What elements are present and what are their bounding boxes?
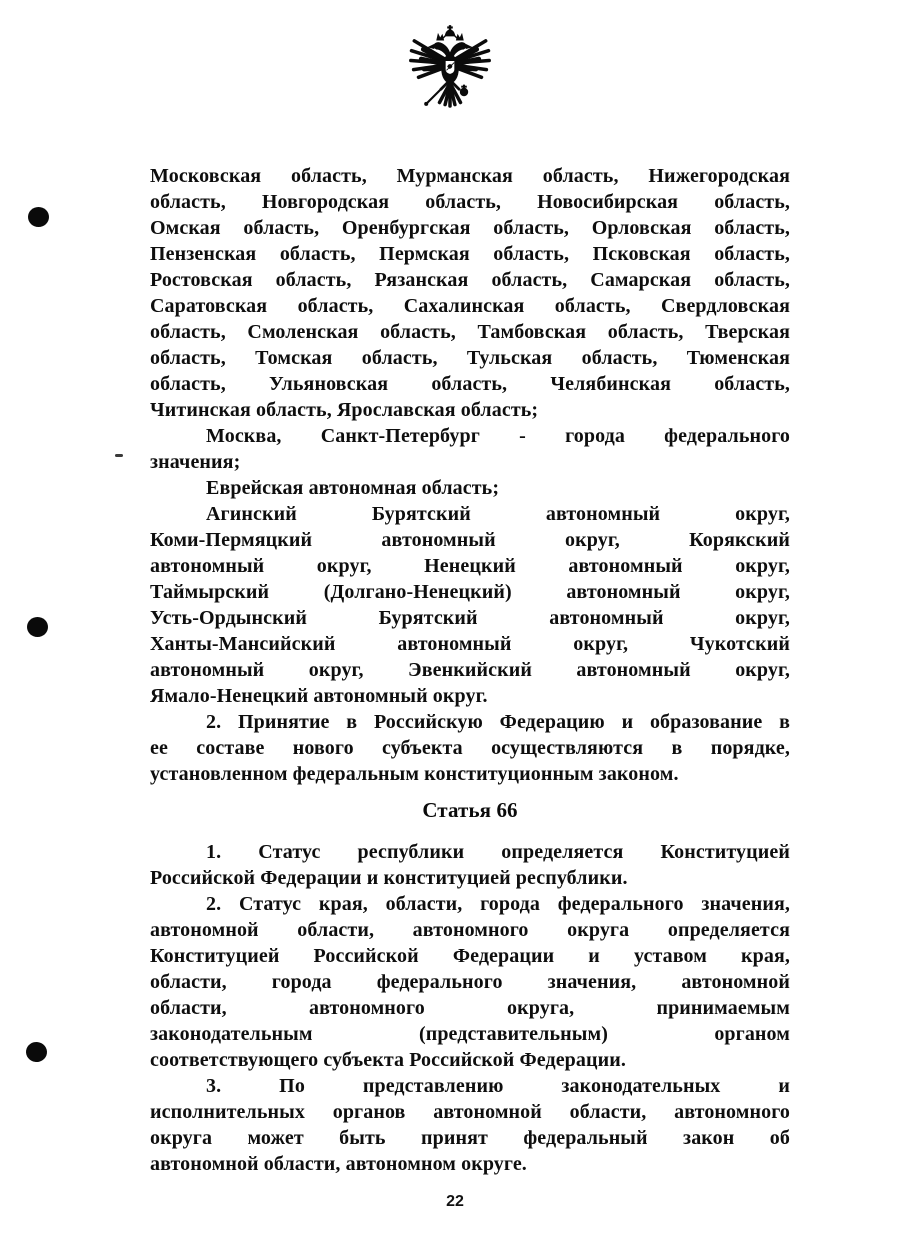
paragraph: [150, 501, 790, 709]
text-line: соответствующего субъекта Российской Федерации.: [150, 1049, 626, 1071]
text-line: автономной области, автономном округе.: [150, 1153, 527, 1175]
text-line: Российской Федерации и конституцией республики.: [150, 867, 628, 889]
paragraph: [150, 839, 790, 891]
text-line: установленном федеральным конституционным законом.: [150, 763, 679, 785]
text-line: области, города федерального значения, автономной: [150, 971, 790, 993]
text-line: Коми-Пермяцкий автономный округ, Корякский: [150, 529, 790, 551]
paragraph: [150, 709, 790, 787]
text-line: Агинский Бурятский автономный округ,: [206, 503, 790, 525]
text-line: область, Новгородская область, Новосибирская область,: [150, 191, 790, 213]
text-line: Омская область, Оренбургская область, Орловская область,: [150, 217, 790, 239]
text-line: область, Томская область, Тульская область, Тюменская: [150, 347, 790, 369]
text-line: Усть-Ордынский Бурятский автономный округ,: [150, 607, 790, 629]
text-line: Читинская область, Ярославская область;: [150, 399, 539, 421]
text-line: исполнительных органов автономной области, автономного: [150, 1101, 790, 1123]
text-line: Ямало-Ненецкий автономный округ.: [150, 685, 488, 707]
paragraph: [150, 475, 790, 501]
paragraph: [150, 891, 790, 1073]
coat-of-arms-russia-icon: [408, 24, 492, 118]
punch-hole-mark: [25, 1041, 49, 1064]
document-text: [150, 163, 790, 1177]
text-line: 2. Принятие в Российскую Федерацию и образование в: [206, 711, 790, 733]
text-line: Конституцией Российской Федерации и уставом края,: [150, 945, 790, 967]
text-line: Пензенская область, Пермская область, Псковская область,: [150, 243, 790, 265]
text-line: 3. По представлению законодательных и: [206, 1075, 790, 1097]
text-line: автономной области, автономного округа определяется: [150, 919, 790, 941]
text-line: законодательным (представительным) органом: [150, 1023, 790, 1045]
page-number: 22: [446, 1193, 464, 1210]
text-line: округа может быть принят федеральный закон об: [150, 1127, 790, 1149]
text-line: Москва, Санкт-Петербург - города федерального: [206, 425, 790, 447]
punch-hole-mark: [27, 617, 48, 637]
paragraph: [150, 1073, 790, 1177]
text-line: Московская область, Мурманская область, Нижегородская: [150, 165, 790, 187]
text-line: 1. Статус республики определяется Конституцией: [206, 841, 790, 863]
text-line: Еврейская автономная область;: [206, 477, 500, 499]
text-line: область, Ульяновская область, Челябинская область,: [150, 373, 790, 395]
text-line: 2. Статус края, области, города федерального значения,: [206, 893, 790, 915]
text-line: Таймырский (Долгано-Ненецкий) автономный округ,: [150, 581, 790, 603]
text-line: Ханты-Мансийский автономный округ, Чукотский: [150, 633, 790, 655]
text-line: область, Смоленская область, Тамбовская область, Тверская: [150, 321, 790, 343]
text-line: автономный округ, Ненецкий автономный округ,: [150, 555, 790, 577]
text-line: автономный округ, Эвенкийский автономный округ,: [150, 659, 790, 681]
text-line: области, автономного округа, принимаемым: [150, 997, 790, 1019]
text-line: Саратовская область, Сахалинская область, Свердловская: [150, 295, 790, 317]
stray-scan-mark: [115, 454, 123, 457]
text-line: значения;: [150, 451, 241, 473]
paragraph: [150, 163, 790, 423]
text-line: ее составе нового субъекта осуществляются в порядке,: [150, 737, 790, 759]
article-heading: Статья 66: [422, 798, 518, 822]
paragraph: [150, 423, 790, 475]
punch-hole-mark: [28, 207, 49, 227]
text-line: Ростовская область, Рязанская область, Самарская область,: [150, 269, 790, 291]
